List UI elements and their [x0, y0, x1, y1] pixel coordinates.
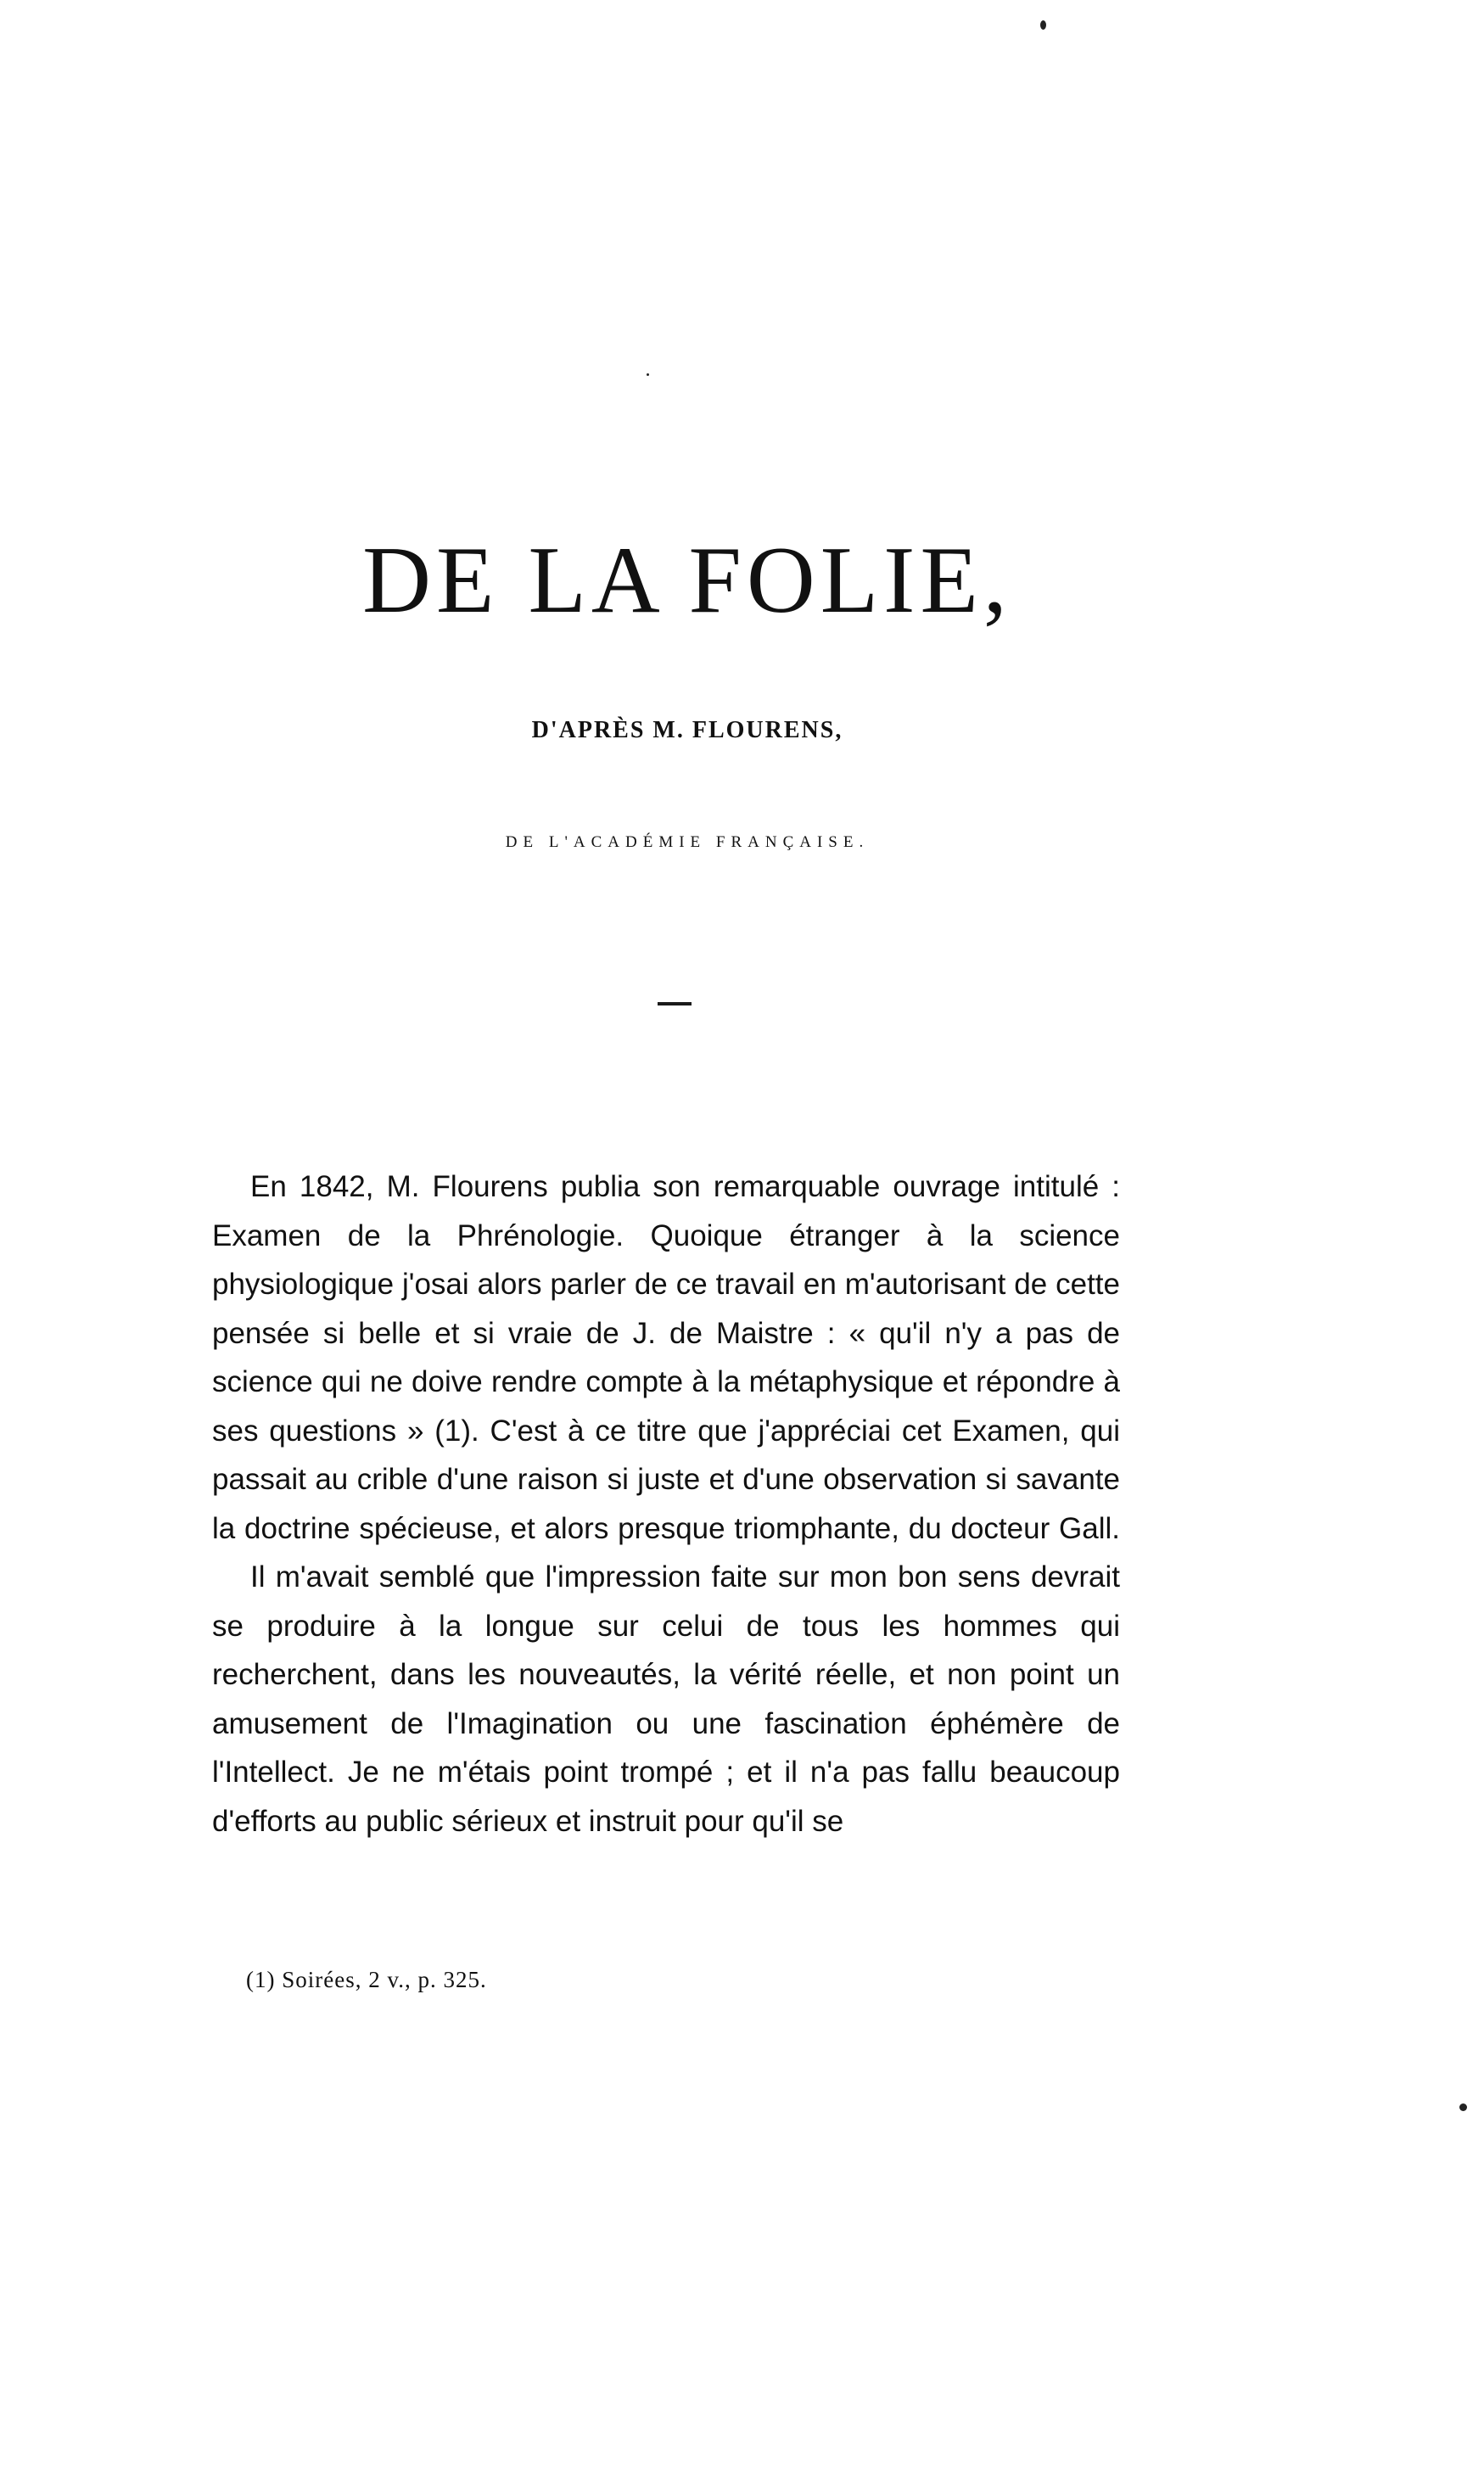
print-speck	[1459, 2103, 1467, 2111]
author-subtitle: D'APRÈS M. FLOURENS,	[531, 717, 843, 743]
footnote: (1) Soirées, 2 v., p. 325.	[246, 1967, 487, 1992]
paragraph-2: Il m'avait semblé que l'impression faite sur mon bon sens devrait se produire à la longue sur celui de tous les hommes qui recherchent, dans les nouveautés, la vérité réelle, et non point un amusement de l'Imagination ou une fascination éphémère de l'Intellect. Je ne m'étais point trompé ; et il n'a pas fallu beaucoup d'efforts au public sérieux et instruit pour qu'il se	[212, 1560, 1120, 1838]
body-text	[212, 1162, 1120, 1846]
print-speck	[647, 373, 649, 376]
section-divider	[658, 1002, 692, 1005]
author-affiliation: DE L'ACADÉMIE FRANÇAISE.	[505, 833, 870, 851]
print-speck	[1040, 20, 1046, 30]
paragraph-1: En 1842, M. Flourens publia son remarquable ouvrage intitulé : Examen de la Phrénologie. Quoique étranger à la science physiologique j'osai alors parler de ce travail en m'autorisant de cette pensée si belle et si vraie de J. de Maistre : « qu'il n'y a pas de science qui ne doive rendre compte à la métaphysique et répondre à ses questions » (1). C'est à ce titre que j'appréciai cet Examen, qui passait au crible d'une raison si juste et d'une observation si savante la doctrine spécieuse, et alors presque triomphante, du docteur Gall.	[212, 1170, 1120, 1545]
page-title: DE LA FOLIE,	[362, 528, 1012, 633]
